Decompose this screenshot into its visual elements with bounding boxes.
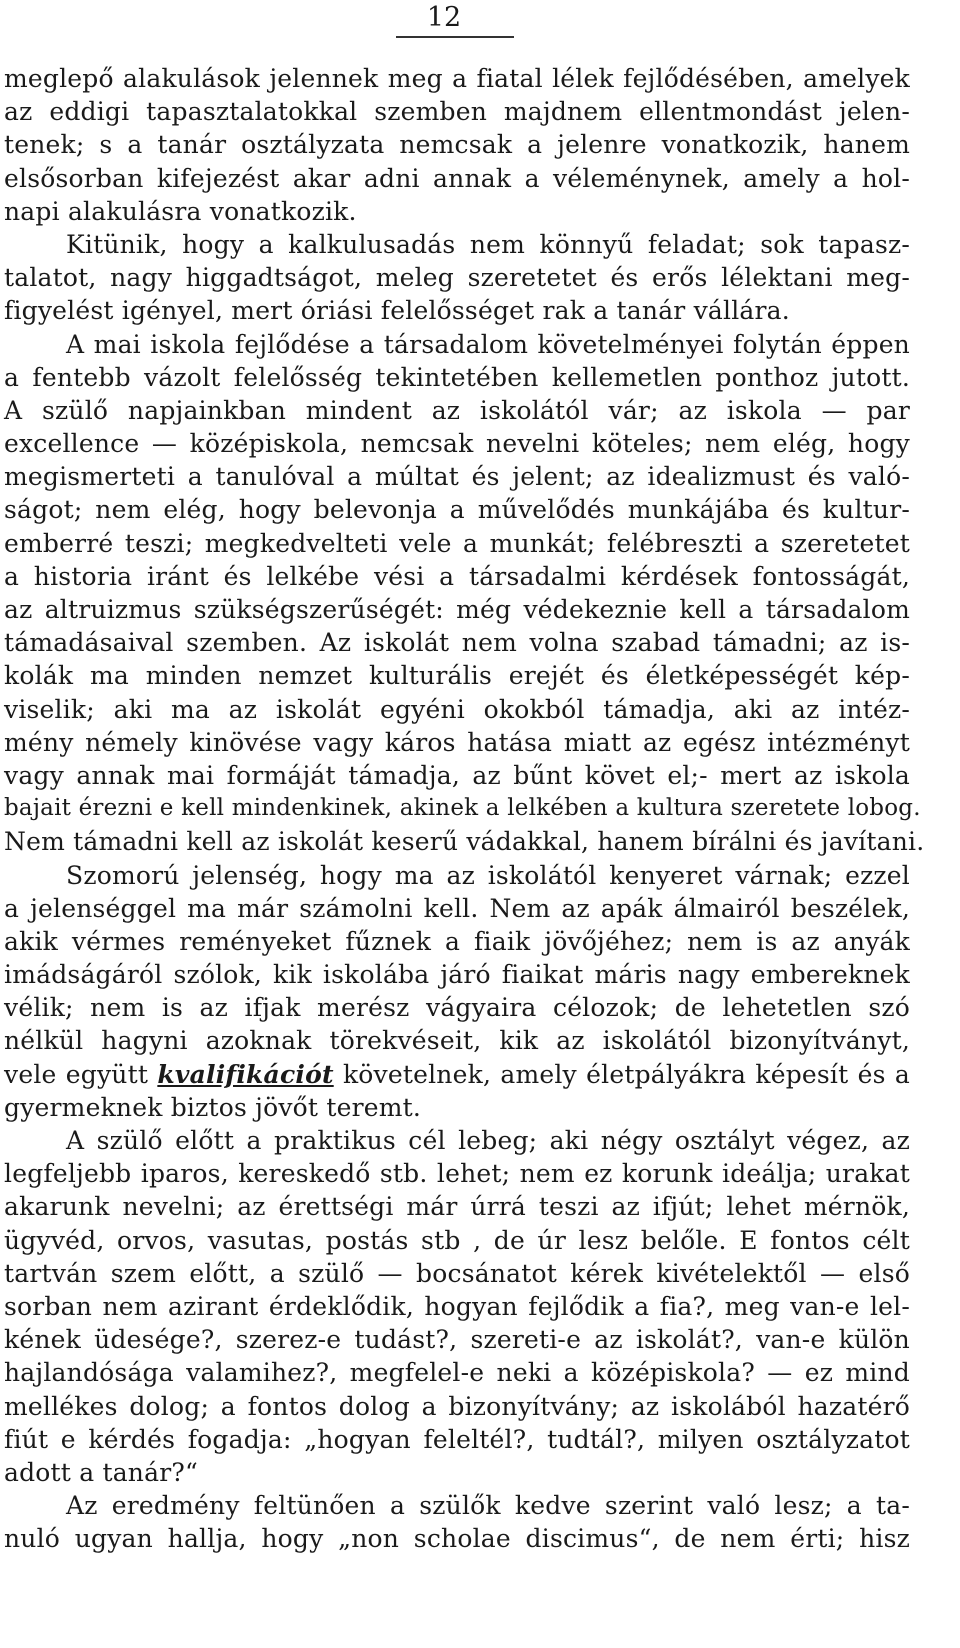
text-line: imádságáról szólok, kik iskolába járó fiaikat máris nagy embereknek: [4, 960, 910, 990]
text-line: Kitünik, hogy a kalkulusadás nem könnyű feladat; sok tapasz-: [66, 229, 910, 259]
page-number: 12: [426, 2, 462, 33]
text-line: tenek; s a tanár osztályzata nemcsak a jelenre vonatkozik, hanem: [4, 130, 910, 160]
text-line: fiút e kérdés fogadja: „hogyan feleltél?, tudtál?, milyen osztályzatot: [4, 1424, 910, 1454]
text-line: mellékes dolog; a fontos dolog a bizonyítvány; az iskolából hazatérő: [4, 1391, 910, 1421]
line-text: követelnek, amely életpályákra képesít és a: [333, 1059, 911, 1089]
text-line: legfeljebb iparos, kereskedő stb. lehet; nem ez korunk ideálja; urakat: [4, 1159, 910, 1189]
text-line: meglepő alakulások jelennek meg a fiatal lélek fejlődésében, amelyek: [4, 64, 910, 93]
text-line: az altruizmus szükségszerűségét: még védekeznie kell a társadalom: [4, 595, 910, 624]
text-line: a jelenséggel ma már számolni kell. Nem az apák álmairól beszélek,: [4, 893, 910, 923]
text-line: támadásaival szemben. Az iskolát nem volna szabad támadni; az is-: [4, 628, 910, 658]
text-line: ügyvéd, orvos, vasutas, postás stb , de úr lesz belőle. E fontos célt: [4, 1225, 910, 1255]
text-line: tartván szem előtt, a szülő — bocsánatot kérek kivételektől — első: [4, 1258, 910, 1288]
text-line: talatot, nagy higgadtságot, meleg szeretetet és erős lélektani meg-: [4, 263, 910, 293]
body-text: [4, 62, 925, 1555]
text-line: elsősorban kifejezést akar adni annak a véleménynek, amely a hol-: [4, 163, 910, 193]
text-line: Nem támadni kell az iskolát keserű vádakkal, hanem bírálni és javítani.: [4, 827, 925, 857]
text-line: A mai iskola fejlődése a társadalom követelményei folytán éppen: [66, 329, 910, 359]
text-line: mény némely kinövése vagy káros hatása miatt az egész intézményt: [4, 727, 910, 757]
text-line: nélkül hagyni azoknak törekvéseit, kik az iskolától bizonyítványt,: [4, 1026, 910, 1056]
text-line: Az eredmény feltünően a szülők kedve szerint való lesz; a ta-: [66, 1491, 910, 1521]
text-line: [4, 1058, 910, 1091]
text-line: a fentebb vázolt felelősség tekintetében kellemetlen ponthoz jutott.: [4, 362, 910, 392]
text-line: emberré teszi; megkedvelteti vele a munkát; felébreszti a szeretetet: [4, 528, 910, 558]
text-line: hajlandósága valamihez?, megfelel-e neki a középiskola? — ez mind: [4, 1358, 910, 1388]
text-line: akik vérmes reményeket fűznek a fiaik jövőjéhez; nem is az anyák: [4, 926, 910, 956]
text-line: bajait érezni e kell mindenkinek, akinek a lelkében a kultura szeretete lobog.: [4, 795, 921, 822]
text-line: viselik; aki ma az iskolát egyéni okokból támadja, aki az intéz-: [4, 694, 910, 724]
header-rule: [396, 36, 514, 38]
text-line: adott a tanár?“: [4, 1457, 198, 1487]
text-line: figyelést igényel, mert óriási felelősséget rak a tanár vállára.: [4, 296, 790, 326]
text-line: sorban nem azirant érdeklődik, hogyan fejlődik a fia?, meg van-e lel-: [4, 1291, 910, 1321]
text-line: A szülő napjainkban mindent az iskolától vár; az iskola — par: [4, 395, 910, 425]
text-line: kolák ma minden nemzet kulturális erejét és életképességét kép-: [4, 661, 910, 691]
text-line: a historia iránt és lelkébe vési a társadalmi kérdések fontosságát,: [4, 561, 910, 591]
text-line: vagy annak mai formáját támadja, az bűnt követ el;- mert az iskola: [4, 760, 910, 790]
text-line: akarunk nevelni; az érettségi már úrrá teszi az ifjút; lehet mérnök,: [4, 1192, 910, 1222]
text-line: Szomorú jelenség, hogy ma az iskolától kenyeret várnak; ezzel: [66, 860, 910, 890]
emphasized-term: kvalifikációt: [157, 1059, 334, 1089]
text-line: ságot; nem elég, hogy belevonja a művelődés munkájába és kultur-: [4, 495, 910, 525]
text-line: A szülő előtt a praktikus cél lebeg; aki négy osztályt végez, az: [66, 1126, 910, 1155]
text-line: vélik; nem is az ifjak merész vágyaira célozok; de lehetetlen szó: [4, 993, 910, 1023]
line-text: vele együtt: [4, 1059, 158, 1089]
text-line: kének üdesége?, szerez-e tudást?, szereti-e az iskolát?, van-e külön: [4, 1325, 910, 1355]
text-line: napi alakulásra vonatkozik.: [4, 196, 357, 226]
text-line: megismerteti a tanulóval a múltat és jelent; az idealizmust és való-: [4, 462, 910, 492]
text-line: az eddigi tapasztalatokkal szemben majdnem ellentmondást jelen-: [4, 97, 910, 127]
text-line: nuló ugyan hallja, hogy „non scholae discimus“, de nem érti; hisz: [4, 1524, 910, 1554]
text-line: gyermeknek biztos jövőt teremt.: [4, 1092, 422, 1122]
text-line: excellence — középiskola, nemcsak nevelni köteles; nem elég, hogy: [4, 429, 910, 459]
